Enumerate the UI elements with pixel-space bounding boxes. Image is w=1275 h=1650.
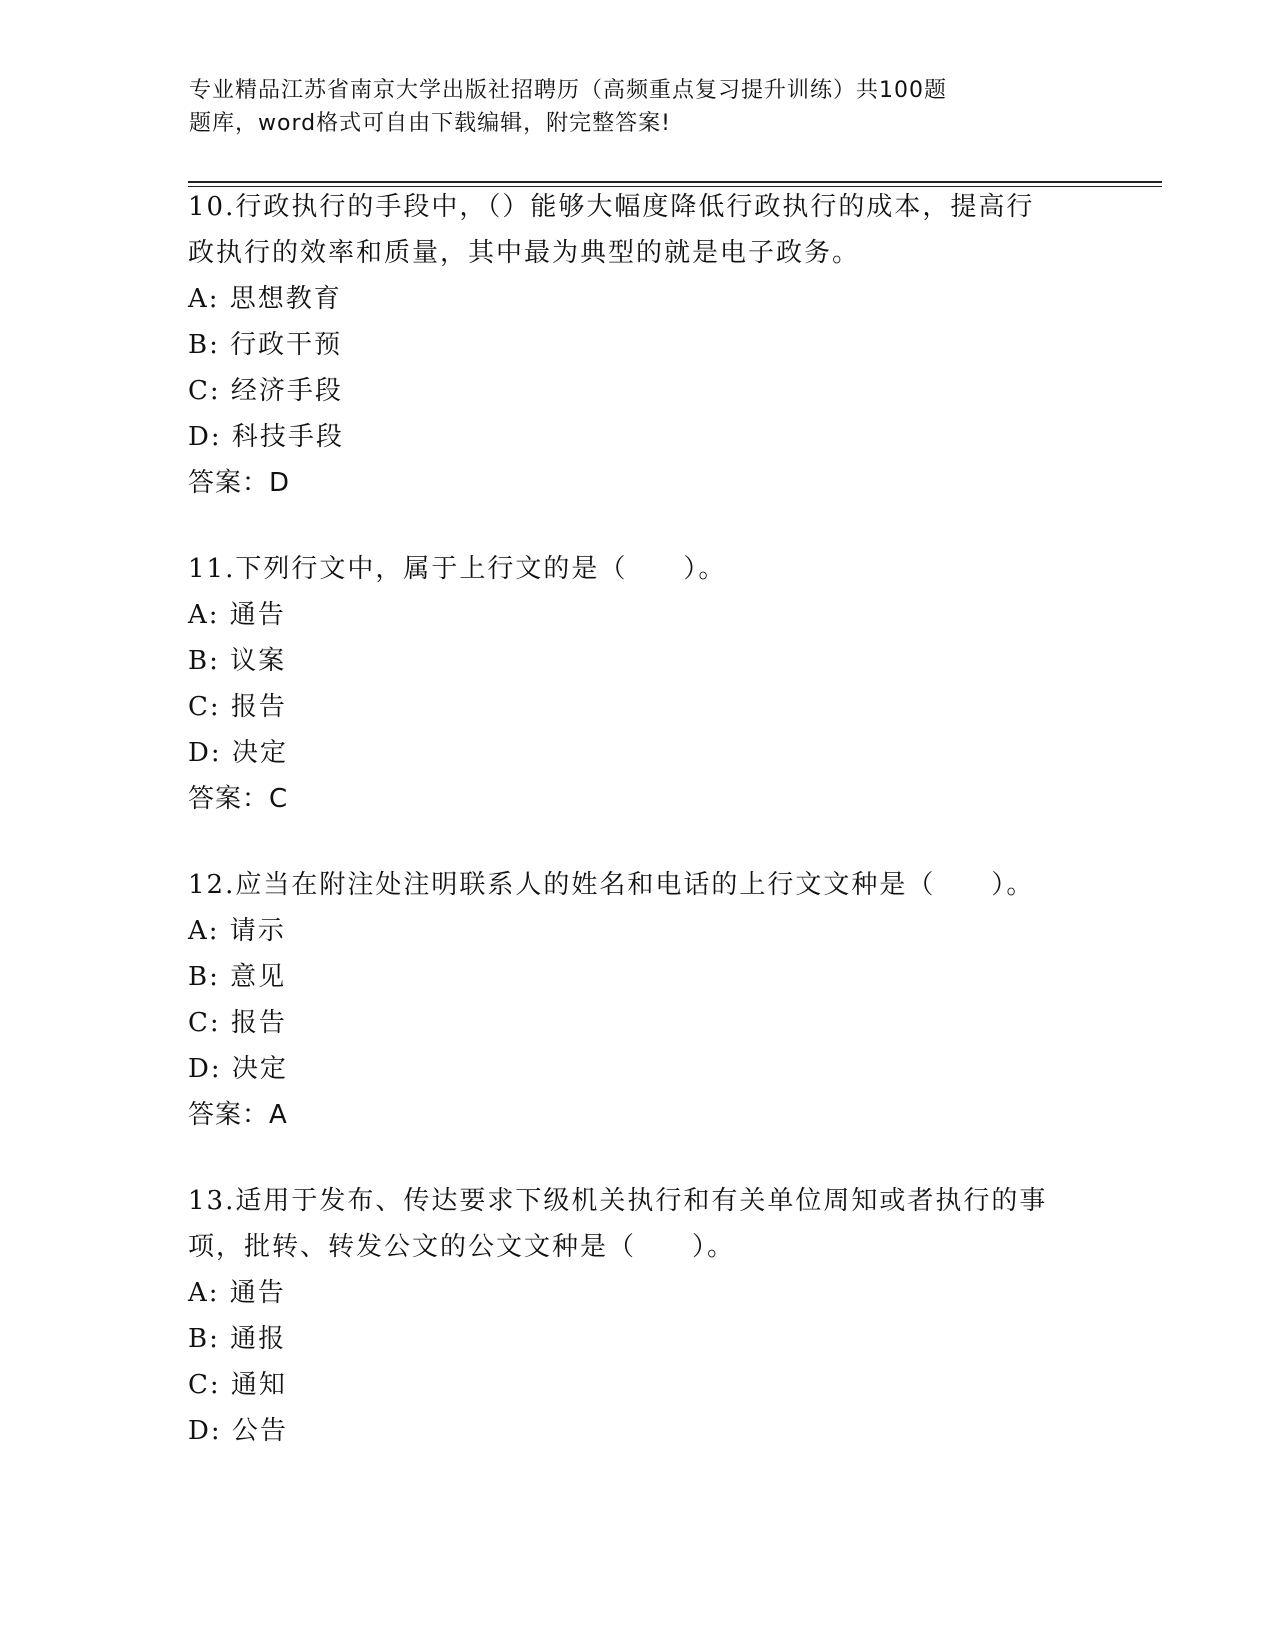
question-11	[188, 546, 1088, 822]
option-c: C: 报告	[188, 692, 287, 722]
option-c: C: 经济手段	[188, 376, 343, 406]
answer: 答案：A	[188, 1100, 288, 1130]
option-b: B: 意见	[188, 962, 287, 992]
document-header	[189, 74, 1019, 140]
option-d: D: 科技手段	[188, 422, 344, 452]
option-d: D: 公告	[188, 1416, 288, 1446]
question-13	[188, 1178, 1088, 1454]
question-10	[188, 184, 1088, 506]
option-b: B: 议案	[188, 646, 287, 676]
answer: 答案：C	[188, 784, 289, 814]
option-a: A: 思想教育	[188, 284, 342, 314]
header-divider-thick	[188, 181, 1162, 183]
option-b: B: 行政干预	[188, 330, 343, 360]
option-c: C: 通知	[188, 1370, 287, 1400]
header-line-2: 题库，word格式可自由下载编辑，附完整答案!	[189, 111, 671, 136]
option-a: A: 通告	[188, 600, 286, 630]
option-a: A: 通告	[188, 1278, 286, 1308]
question-stem-line: 12.应当在附注处注明联系人的姓名和电话的上行文文种是（ ）。	[188, 870, 1035, 900]
question-stem-line: 政执行的效率和质量，其中最为典型的就是电子政务。	[188, 238, 861, 268]
question-stem-line: 13.适用于发布、传达要求下级机关执行和有关单位周知或者执行的事	[188, 1186, 1048, 1216]
question-12	[188, 862, 1088, 1138]
option-d: D: 决定	[188, 738, 288, 768]
option-b: B: 通报	[188, 1324, 287, 1354]
header-line-1: 专业精品江苏省南京大学出版社招聘历（高频重点复习提升训练）共100题	[189, 78, 947, 103]
question-stem-line: 项，批转、转发公文的公文文种是（ ）。	[188, 1232, 736, 1262]
question-stem-line: 11.下列行文中，属于上行文的是（ ）。	[188, 554, 727, 584]
option-a: A: 请示	[188, 916, 286, 946]
option-d: D: 决定	[188, 1054, 288, 1084]
option-c: C: 报告	[188, 1008, 287, 1038]
question-stem-line: 10.行政执行的手段中，（）能够大幅度降低行政执行的成本，提高行	[188, 192, 1035, 222]
answer: 答案：D	[188, 468, 291, 498]
